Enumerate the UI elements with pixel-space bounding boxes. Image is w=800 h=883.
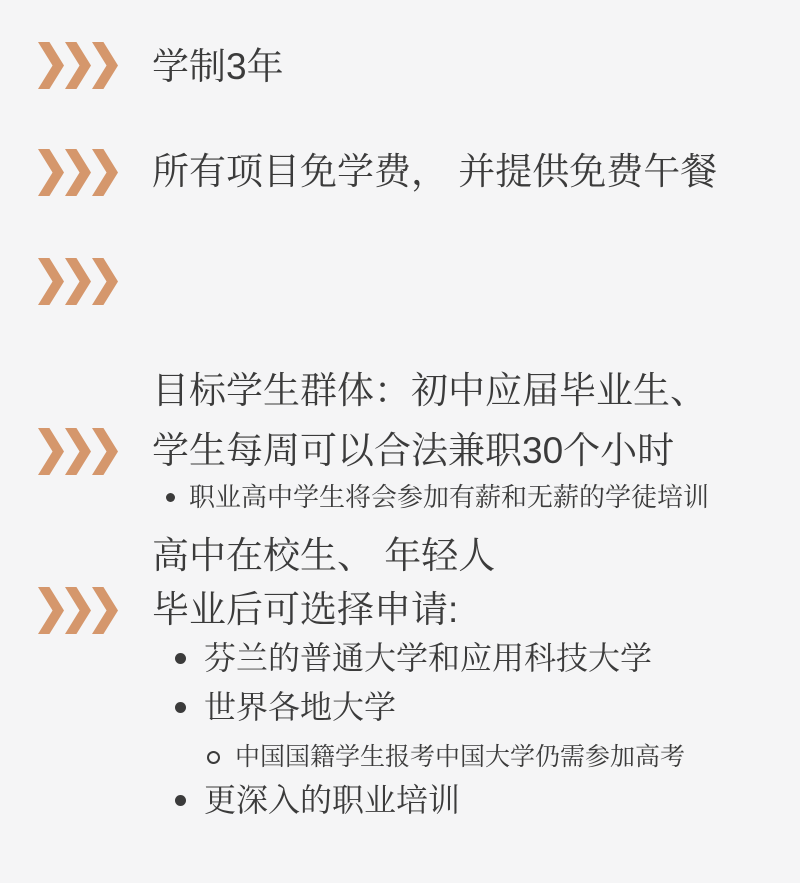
triple-chevron-icon — [38, 149, 118, 196]
target-students-line1: 目标学生群体：初中应届毕业生、 — [152, 370, 707, 411]
chevron-right-icon — [65, 258, 91, 305]
list-item-parttime: 学生每周可以合法兼职30个小时 — [152, 430, 675, 471]
chevron-right-icon — [38, 587, 64, 634]
list-item-after-graduation: 毕业后可选择申请: — [152, 589, 459, 630]
sub-list-item — [175, 688, 396, 726]
sub-item-world-universities: 世界各地大学 — [204, 689, 397, 725]
chevron-right-icon — [38, 42, 64, 89]
chevron-right-icon — [65, 587, 91, 634]
chevron-right-icon — [65, 149, 91, 196]
list-item-tuition: 所有项目免学费， 并提供免费午餐 — [152, 151, 718, 192]
sub-item-gaokao-note: 中国国籍学生报考中国大学仍需参加高考 — [235, 743, 686, 771]
chevron-right-icon — [92, 149, 118, 196]
sub-item-vocational-training: 更深入的职业培训 — [204, 782, 461, 818]
chevron-right-icon — [92, 428, 118, 475]
bullet-dot-icon — [175, 795, 186, 806]
sub-sub-list-item — [207, 743, 685, 771]
triple-chevron-icon — [38, 42, 118, 89]
target-students-line2: 高中在校生、 年轻人 — [152, 535, 496, 576]
sub-item-apprenticeship: 职业高中学生将会参加有薪和无薪的学徒培训 — [189, 482, 710, 512]
chevron-right-icon — [92, 587, 118, 634]
chevron-right-icon — [38, 428, 64, 475]
bullet-dot-icon — [166, 493, 175, 502]
list-item-duration: 学制3年 — [152, 46, 284, 87]
bullet-dot-icon — [175, 653, 186, 664]
triple-chevron-icon — [38, 258, 118, 305]
chevron-right-icon — [65, 42, 91, 89]
chevron-right-icon — [65, 428, 91, 475]
chevron-right-icon — [38, 149, 64, 196]
chevron-right-icon — [92, 258, 118, 305]
bullet-dot-icon — [175, 702, 186, 713]
bullet-circle-icon — [207, 751, 220, 764]
triple-chevron-icon — [38, 587, 118, 634]
sub-list-item — [166, 482, 709, 512]
chevron-right-icon — [38, 258, 64, 305]
sub-item-finnish-universities: 芬兰的普通大学和应用科技大学 — [204, 640, 653, 676]
sub-list-item — [175, 639, 652, 677]
chevron-right-icon — [92, 42, 118, 89]
triple-chevron-icon — [38, 428, 118, 475]
sub-list-item — [175, 781, 460, 819]
